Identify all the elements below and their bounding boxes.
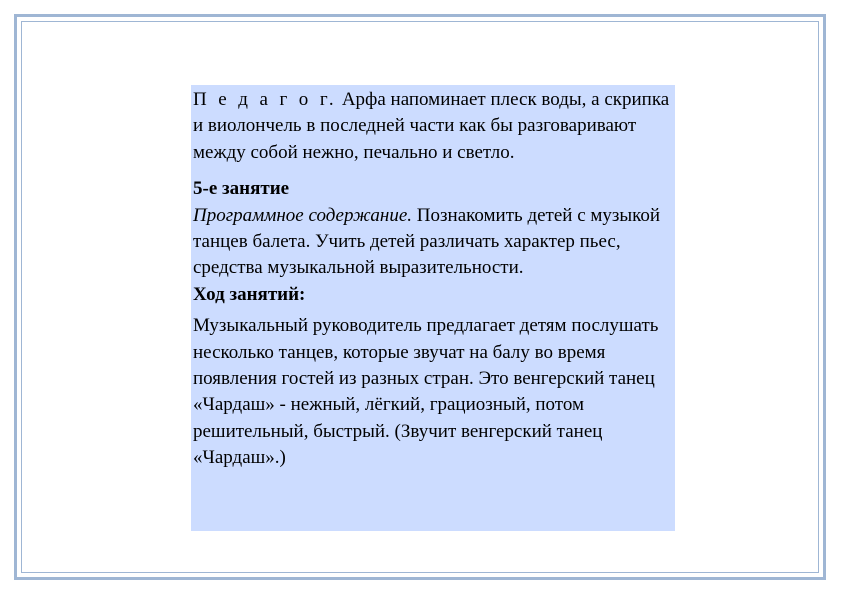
lesson-heading: 5-е занятие (193, 178, 290, 200)
program-paragraph (193, 203, 675, 282)
program-label: Программное содержание. (193, 204, 413, 226)
slide-text-box (191, 85, 675, 531)
teacher-paragraph (193, 87, 675, 166)
steps-heading: Ход занятий: (193, 283, 306, 305)
program-text: Познакомить детей с музыкой танцев балета. Учить детей различать характер пьес, средства музыкальной выразительности. (193, 204, 661, 279)
speaker-label: П е д а г о г. (193, 89, 338, 110)
teacher-text: Арфа напоминает плеск воды, а скрипка и виолончель в последней части как бы разговаривают между собой нежно, печально и светло. (193, 89, 670, 163)
description-paragraph: Музыкальный руководитель предлагает детям послушать несколько танцев, которые звучат на балу во время появления гостей из разных стран. Это венгерский танец «Чардаш» - нежный, лёгкий, грациозный, потом решительный, быстрый. (Звучит венгерский танец «Чардаш».) (193, 315, 659, 469)
